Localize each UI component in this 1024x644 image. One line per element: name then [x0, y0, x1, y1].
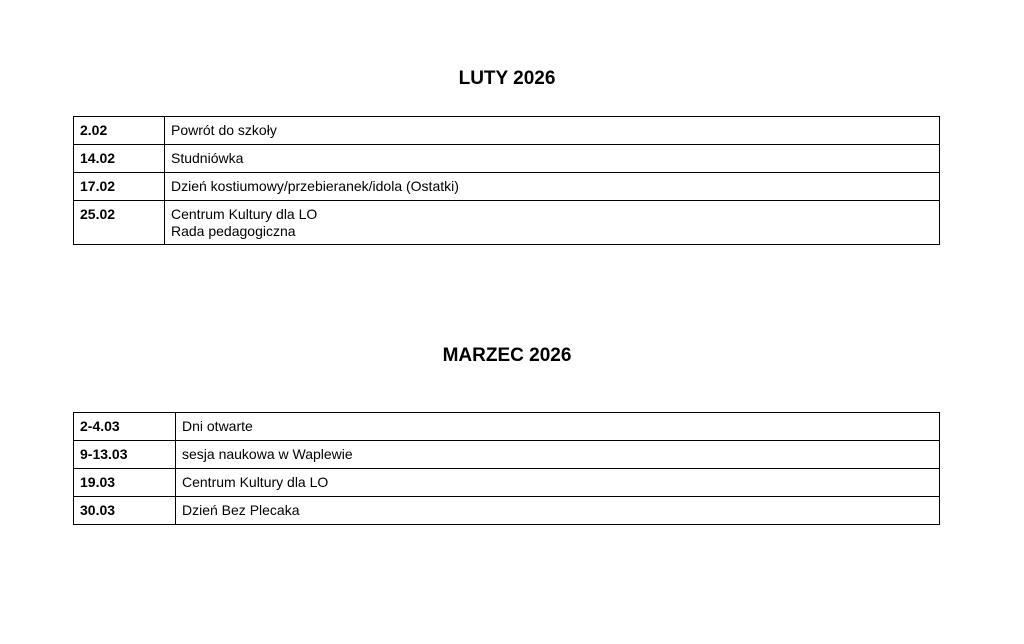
event-line: Dzień kostiumowy/przebieranek/idola (Ostatki): [171, 178, 459, 194]
events-table-luty: [73, 116, 940, 245]
event-description: [176, 497, 940, 525]
event-description: [165, 201, 940, 245]
event-description: [165, 117, 940, 145]
event-date: 19.03: [74, 469, 176, 497]
event-line: Dzień Bez Plecaka: [182, 502, 300, 518]
table-row: [74, 413, 940, 441]
event-line: Rada pedagogiczna: [171, 223, 296, 239]
event-line: Centrum Kultury dla LO: [182, 474, 329, 490]
event-description: [165, 145, 940, 173]
event-line: Studniówka: [171, 150, 244, 166]
events-table-marzec: [73, 412, 940, 525]
event-description: [176, 469, 940, 497]
event-date: 14.02: [74, 145, 165, 173]
event-date: 25.02: [74, 201, 165, 245]
month-title-marzec: MARZEC 2026: [442, 345, 572, 366]
event-date: 30.03: [74, 497, 176, 525]
event-line: Powrót do szkoły: [171, 122, 277, 138]
table-row: [74, 117, 940, 145]
event-date: 2-4.03: [74, 413, 176, 441]
event-date: 17.02: [74, 173, 165, 201]
table-row: [74, 173, 940, 201]
table-row: [74, 145, 940, 173]
event-description: [165, 173, 940, 201]
event-line: Centrum Kultury dla LO: [171, 206, 318, 222]
event-description: [176, 441, 940, 469]
table-row: [74, 201, 940, 245]
table-row: [74, 497, 940, 525]
table-row: [74, 469, 940, 497]
event-date: 2.02: [74, 117, 165, 145]
event-description: [176, 413, 940, 441]
event-line: Dni otwarte: [182, 418, 253, 434]
table-row: [74, 441, 940, 469]
month-title-luty: LUTY 2026: [458, 68, 556, 89]
event-line: sesja naukowa w Waplewie: [182, 446, 353, 462]
event-date: 9-13.03: [74, 441, 176, 469]
